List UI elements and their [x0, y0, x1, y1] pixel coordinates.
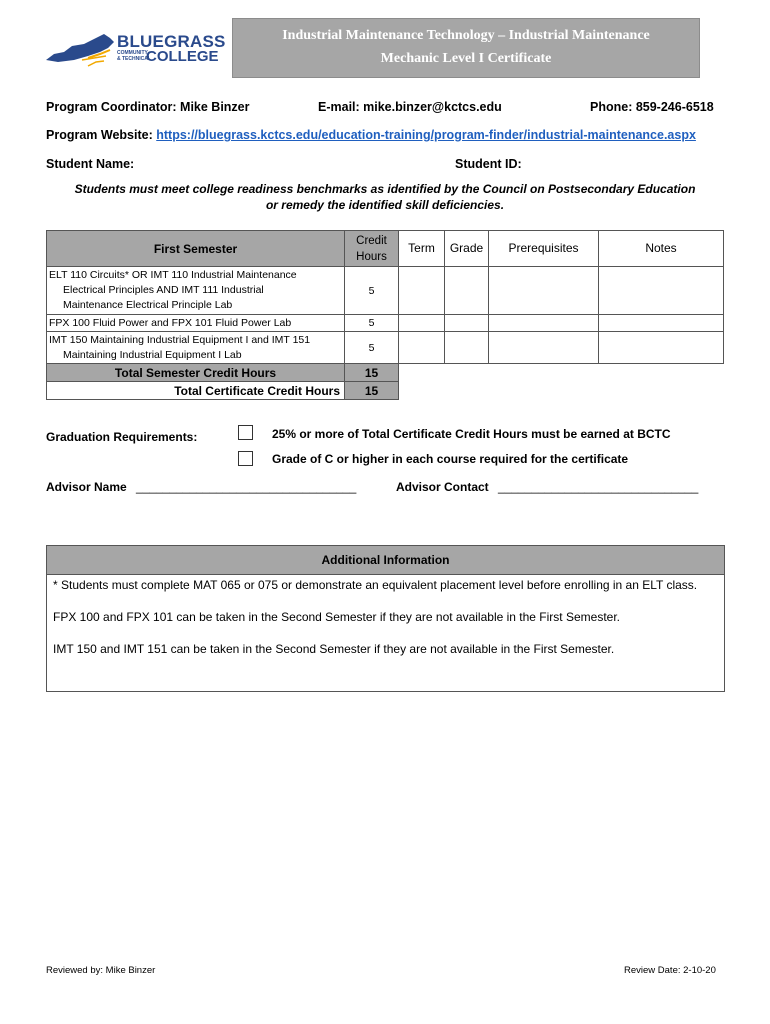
term-cell[interactable]: [399, 267, 445, 315]
advisor-contact-blank[interactable]: ______________________________: [498, 480, 699, 494]
additional-information-heading: Additional Information: [47, 546, 724, 575]
advisor-contact-label: Advisor Contact: [396, 480, 489, 494]
grade-cell[interactable]: [445, 332, 489, 364]
page-title: [232, 18, 700, 78]
prerequisites-cell[interactable]: [489, 315, 599, 332]
requirement-1-checkbox[interactable]: [238, 425, 253, 440]
logo-small-text: COMMUNITY & TECHNICAL: [117, 50, 151, 62]
advisor-name-row: [46, 480, 356, 494]
credit-hours-cell: 5: [345, 267, 399, 315]
grade-cell[interactable]: [445, 315, 489, 332]
program-phone: Phone: 859-246-6518: [590, 100, 714, 114]
program-website-row: [46, 128, 696, 142]
total-semester-row: [47, 364, 724, 382]
additional-note-3: IMT 150 and IMT 151 can be taken in the Second Semester if they are not available in the First Semester.: [53, 642, 615, 656]
total-certificate-row: [47, 382, 724, 400]
review-date: Review Date: 2-10-20: [624, 965, 716, 976]
grade-cell[interactable]: [445, 267, 489, 315]
logo-word-college: COLLEGE: [146, 48, 219, 65]
table-row: [47, 267, 724, 315]
title-line-2: Mechanic Level I Certificate: [380, 51, 552, 66]
prerequisites-cell[interactable]: [489, 332, 599, 364]
requirement-2-text: Grade of C or higher in each course required for the certificate: [272, 452, 629, 466]
advisor-name-blank[interactable]: _________________________________: [136, 480, 357, 494]
credit-hours-cell: 5: [345, 332, 399, 364]
table-row: [47, 332, 724, 364]
total-semester-value: 15: [345, 364, 399, 382]
advisor-contact-row: [396, 480, 698, 494]
course-cell: IMT 150 Maintaining Industrial Equipment I and IMT 151 Maintaining Industrial Equipment I Lab: [47, 332, 345, 364]
program-email: E-mail: mike.binzer@kctcs.edu: [318, 100, 502, 114]
reviewed-by: Reviewed by: Mike Binzer: [46, 965, 156, 976]
total-certificate-value: 15: [345, 382, 399, 400]
header-notes: Notes: [599, 231, 724, 267]
logo-word-bluegrass: BLUEGRASS: [117, 32, 226, 51]
website-label: Program Website:: [46, 128, 153, 142]
student-name-label: Student Name:: [46, 157, 135, 171]
notes-cell[interactable]: [599, 267, 724, 315]
readiness-notice: Students must meet college readiness benchmarks as identified by the Council on Postsecondary Education or remedy the identified skill deficiencies.: [74, 182, 696, 212]
title-line-1: Industrial Maintenance Technology – Industrial Maintenance: [282, 28, 650, 43]
first-semester-table: [46, 230, 724, 400]
graduation-requirements-label: Graduation Requirements:: [46, 430, 198, 444]
header-grade: Grade: [445, 231, 489, 267]
requirement-2-checkbox[interactable]: [238, 451, 253, 466]
credit-hours-cell: 5: [345, 315, 399, 332]
notes-cell[interactable]: [599, 315, 724, 332]
total-certificate-label: Total Certificate Credit Hours: [47, 382, 345, 400]
website-link[interactable]: https://bluegrass.kctcs.edu/education-training/program-finder/industrial-maintenance.aspx: [156, 128, 696, 142]
program-coordinator: Program Coordinator: Mike Binzer: [46, 100, 250, 114]
header-prerequisites: Prerequisites: [489, 231, 599, 267]
additional-note-2: FPX 100 and FPX 101 can be taken in the Second Semester if they are not available in the First Semester.: [53, 610, 620, 624]
student-id-label: Student ID:: [455, 157, 522, 171]
notes-cell[interactable]: [599, 332, 724, 364]
course-cell: FPX 100 Fluid Power and FPX 101 Fluid Power Lab: [47, 315, 345, 332]
additional-note-1: * Students must complete MAT 065 or 075 or demonstrate an equivalent placement level before enrolling in an ELT class.: [53, 578, 698, 592]
requirement-1-text: 25% or more of Total Certificate Credit Hours must be earned at BCTC: [272, 427, 671, 441]
term-cell[interactable]: [399, 315, 445, 332]
course-cell: ELT 110 Circuits* OR IMT 110 Industrial Maintenance Electrical Principles AND IMT 111 Industrial Maintenance Electrical Principle Lab: [47, 267, 345, 315]
term-cell[interactable]: [399, 332, 445, 364]
table-row: [47, 315, 724, 332]
advisor-name-label: Advisor Name: [46, 480, 127, 494]
header-credit-hours: Credit Hours: [345, 231, 399, 267]
total-semester-label: Total Semester Credit Hours: [47, 364, 345, 382]
header-term: Term: [399, 231, 445, 267]
prerequisites-cell[interactable]: [489, 267, 599, 315]
additional-information-box: [46, 545, 725, 692]
kentucky-map-icon: [44, 28, 116, 68]
header-first-semester: First Semester: [47, 231, 345, 267]
